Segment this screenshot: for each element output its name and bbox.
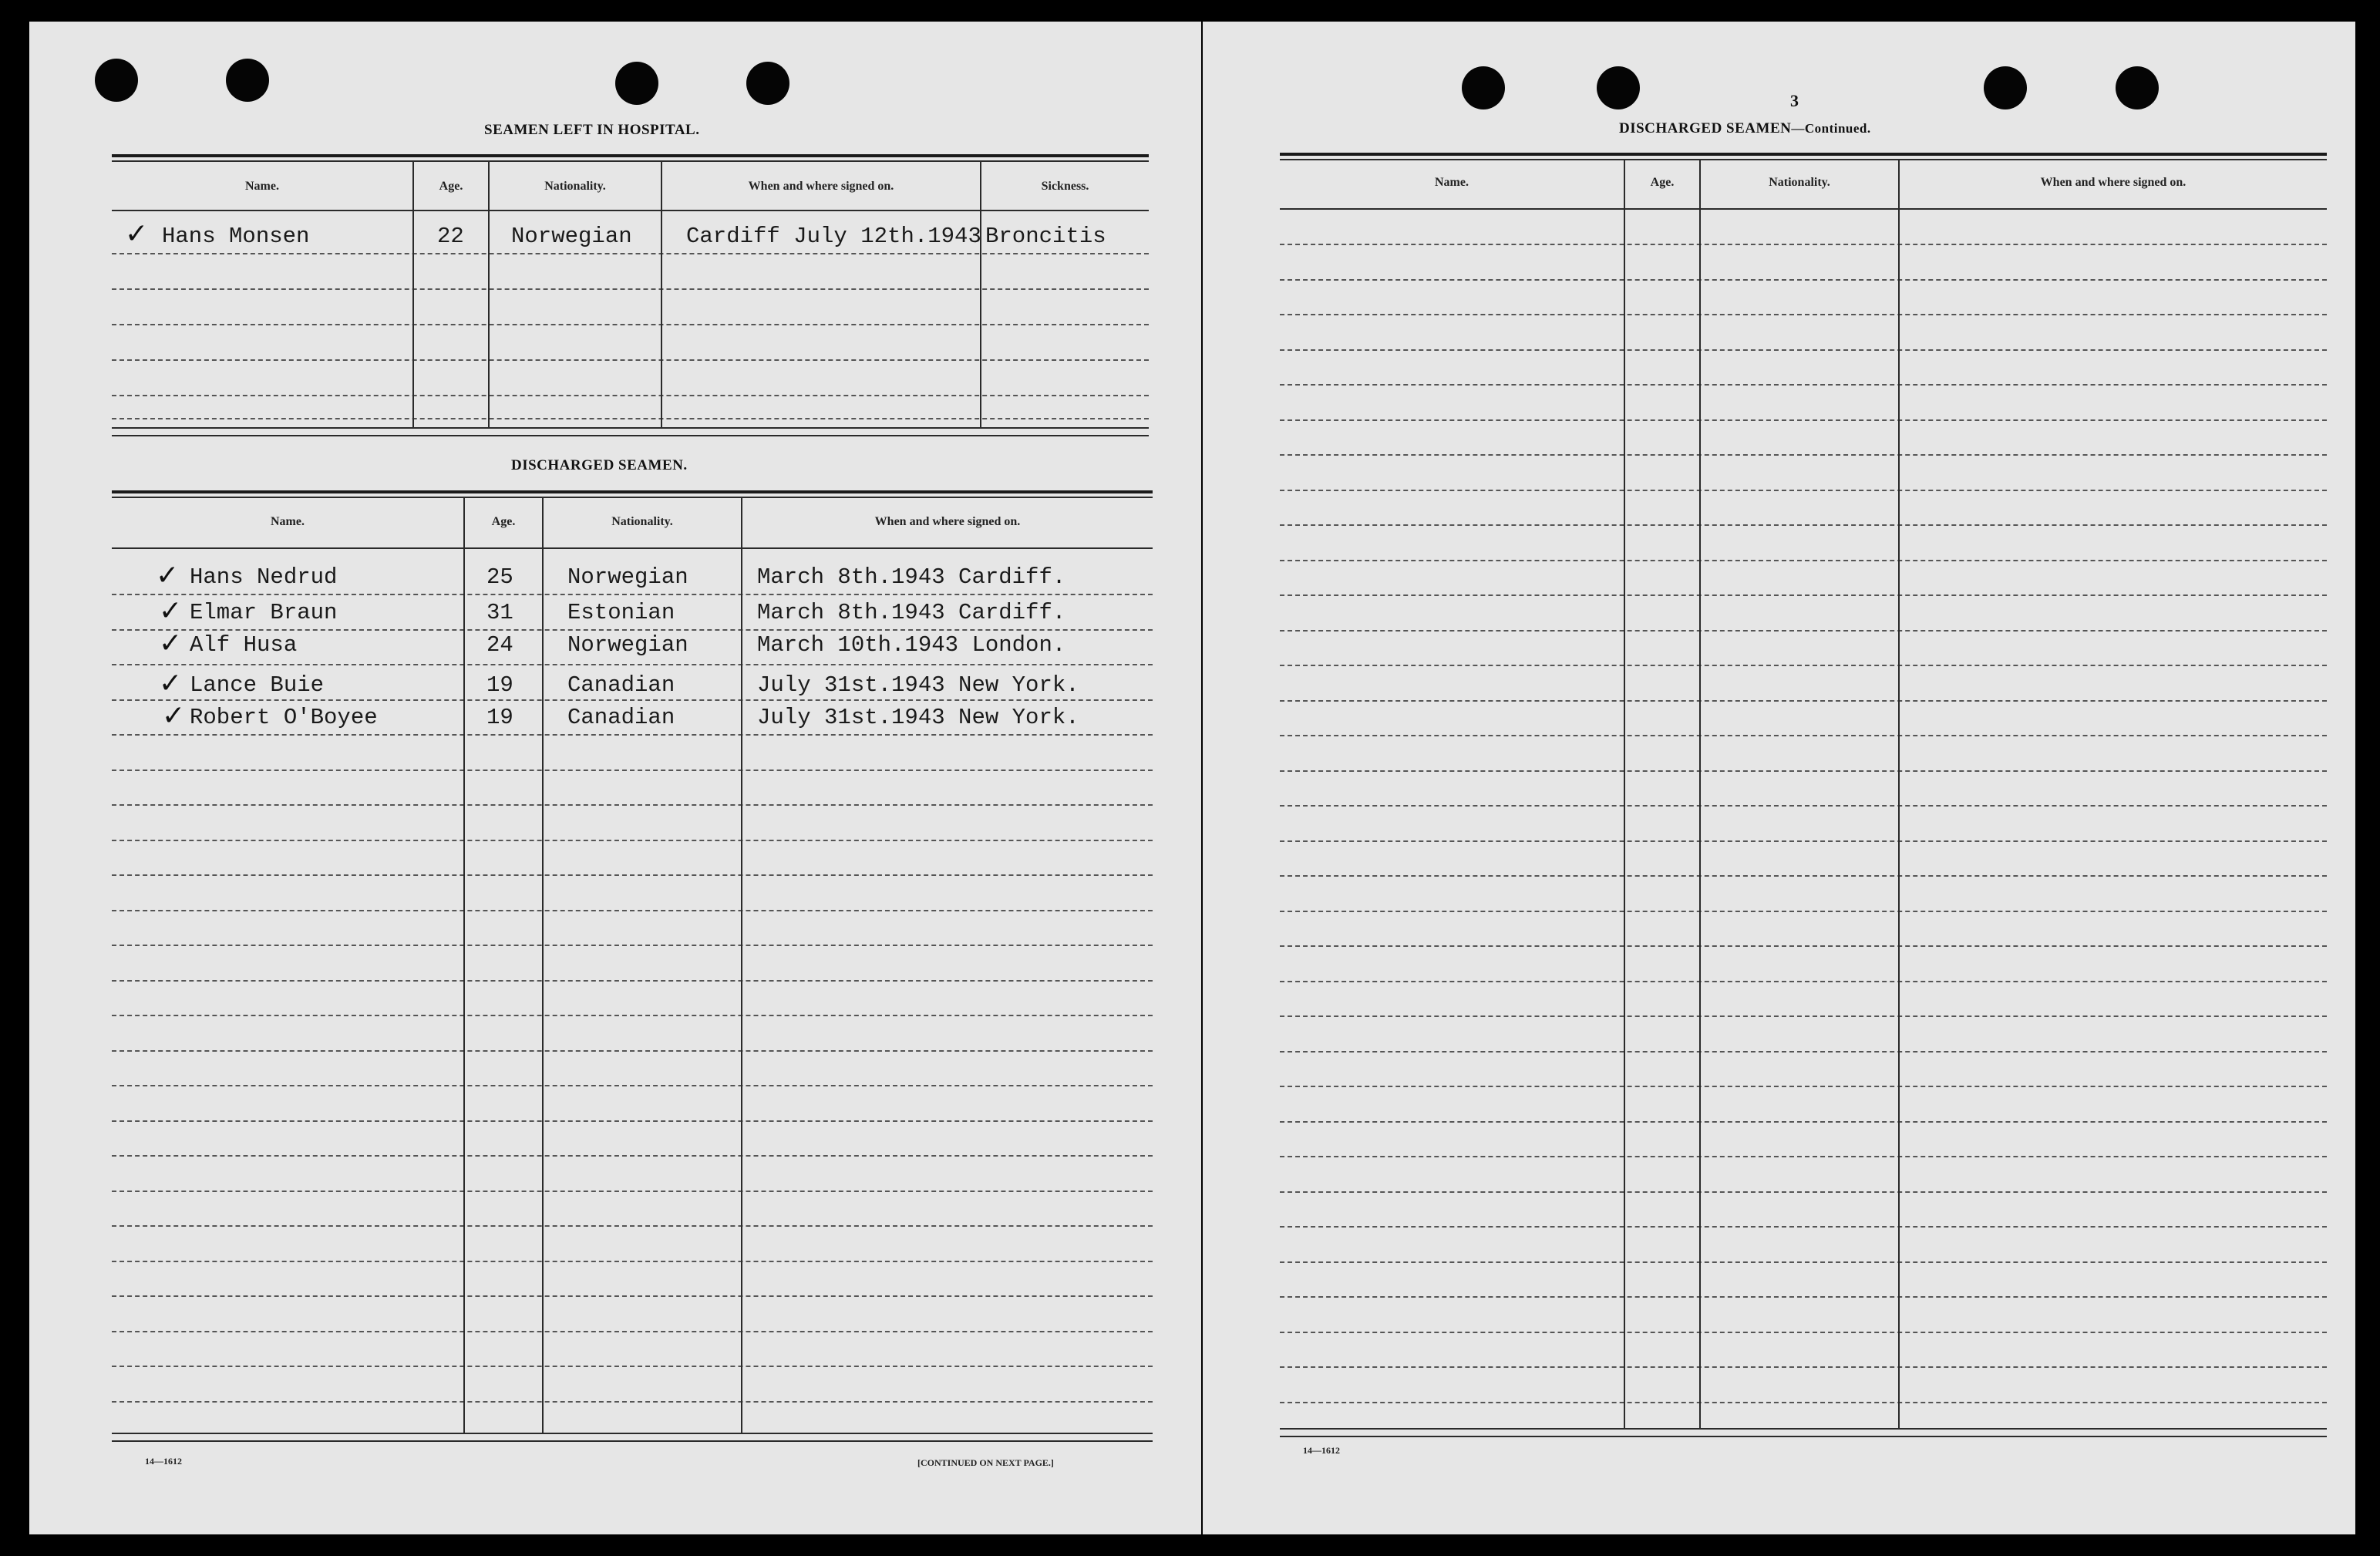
right-page xyxy=(1203,22,2355,1534)
hospital-nationality-cell: Norwegian xyxy=(511,224,632,249)
ruled-line xyxy=(112,1050,1153,1052)
right-title xyxy=(1619,120,1871,137)
ruled-line xyxy=(1280,1296,2327,1298)
discharged-nationality-cell: Estonian xyxy=(567,600,675,625)
discharged-nationality-cell: Norwegian xyxy=(567,564,688,590)
ruled-line xyxy=(112,664,1153,665)
discharged-age-cell: 31 xyxy=(486,600,513,625)
punch-hole xyxy=(2116,66,2159,109)
left-page xyxy=(29,22,1201,1534)
ruled-line xyxy=(1280,1332,2327,1333)
punch-hole xyxy=(1462,66,1505,109)
ruled-line xyxy=(112,1295,1153,1297)
ruled-line xyxy=(1280,630,2327,631)
punch-hole xyxy=(615,62,658,105)
ruled-line xyxy=(112,1155,1153,1157)
ruled-line xyxy=(1280,490,2327,491)
ruled-line xyxy=(112,629,1153,631)
ruled-line xyxy=(1280,384,2327,386)
ruled-line xyxy=(1280,1261,2327,1263)
check-mark-icon: ✓ xyxy=(125,218,149,250)
ruled-line xyxy=(112,770,1153,771)
check-mark-icon: ✓ xyxy=(159,628,183,659)
punch-hole xyxy=(95,59,138,102)
discharged-nationality-cell: Canadian xyxy=(567,705,675,730)
ruled-line xyxy=(112,1401,1153,1403)
ruled-line xyxy=(1280,314,2327,315)
punch-hole xyxy=(226,59,269,102)
discharged-signed-on-cell: March 8th.1943 Cardiff. xyxy=(757,600,1066,625)
ruled-line xyxy=(1280,1051,2327,1052)
discharged-signed-on-cell: July 31st.1943 New York. xyxy=(757,672,1079,698)
ruled-line xyxy=(1280,349,2327,351)
form-number: 14—1612 xyxy=(145,1456,182,1467)
ruled-line xyxy=(112,945,1153,946)
discharged-age-cell: 19 xyxy=(486,705,513,730)
ruled-line xyxy=(112,804,1153,806)
ruled-line xyxy=(1280,981,2327,982)
discharged-header-name: Name. xyxy=(271,515,305,528)
ruled-line xyxy=(1280,1156,2327,1157)
hospital-header-nationality: Nationality. xyxy=(544,180,606,193)
discharged-age-cell: 24 xyxy=(486,632,513,658)
ruled-line xyxy=(1280,419,2327,421)
ruled-line xyxy=(1280,279,2327,281)
discharged-nationality-cell: Norwegian xyxy=(567,632,688,658)
form-number: 14—1612 xyxy=(1303,1445,1340,1456)
hospital-header-sickness: Sickness. xyxy=(1041,180,1089,193)
check-mark-icon: ✓ xyxy=(162,700,186,732)
ruled-line xyxy=(112,1366,1153,1367)
discharged-signed-on-cell: July 31st.1943 New York. xyxy=(757,705,1079,730)
ruled-line xyxy=(1280,1086,2327,1087)
hospital-header-signed-on: When and where signed on. xyxy=(748,180,894,193)
hospital-name-cell: Hans Monsen xyxy=(162,224,310,249)
right-header-nationality: Nationality. xyxy=(1769,176,1830,189)
ruled-line xyxy=(112,840,1153,841)
discharged-name-cell: Robert O'Boyee xyxy=(190,705,378,730)
ruled-line xyxy=(1280,1015,2327,1017)
discharged-name-cell: Hans Nedrud xyxy=(190,564,338,590)
ruled-line xyxy=(112,874,1153,876)
right-header-age: Age. xyxy=(1650,176,1675,189)
check-mark-icon: ✓ xyxy=(159,668,183,699)
ruled-line xyxy=(1280,524,2327,526)
check-mark-icon: ✓ xyxy=(159,595,183,627)
ruled-line xyxy=(1280,244,2327,245)
page-number: 3 xyxy=(1790,91,1799,110)
ruled-line xyxy=(1280,945,2327,947)
ruled-line xyxy=(1280,770,2327,772)
punch-hole xyxy=(1597,66,1640,109)
ruled-line xyxy=(112,1085,1153,1086)
right-header-name: Name. xyxy=(1435,176,1469,189)
ruled-line xyxy=(1280,1366,2327,1368)
hospital-header-age: Age. xyxy=(439,180,463,193)
discharged-age-cell: 19 xyxy=(486,672,513,698)
ruled-line xyxy=(112,910,1153,911)
discharged-name-cell: Alf Husa xyxy=(190,632,298,658)
discharged-name-cell: Lance Buie xyxy=(190,672,325,698)
continued-note: [CONTINUED ON NEXT PAGE.] xyxy=(917,1457,1054,1468)
ruled-line xyxy=(1280,875,2327,877)
discharged-title: DISCHARGED SEAMEN. xyxy=(511,457,688,473)
check-mark-icon: ✓ xyxy=(156,560,180,591)
ruled-line xyxy=(112,980,1153,982)
ruled-line xyxy=(1280,1402,2327,1403)
ruled-line xyxy=(1280,665,2327,666)
ruled-line xyxy=(112,1261,1153,1262)
ruled-line xyxy=(112,1120,1153,1122)
punch-hole xyxy=(1984,66,2027,109)
ruled-line xyxy=(1280,805,2327,807)
discharged-header-nationality: Nationality. xyxy=(611,515,673,528)
hospital-signed-on-cell: Cardiff July 12th.1943 xyxy=(686,224,981,249)
right-title-main: DISCHARGED SEAMEN xyxy=(1619,120,1792,136)
ruled-line xyxy=(1280,840,2327,842)
right-title-suffix: —Continued. xyxy=(1791,121,1871,136)
discharged-nationality-cell: Canadian xyxy=(567,672,675,698)
ruled-line xyxy=(1280,1226,2327,1228)
ruled-line xyxy=(112,1225,1153,1227)
discharged-name-cell: Elmar Braun xyxy=(190,600,338,625)
discharged-header-signed-on: When and where signed on. xyxy=(874,515,1021,528)
punch-hole xyxy=(746,62,789,105)
discharged-age-cell: 25 xyxy=(486,564,513,590)
ruled-line xyxy=(1280,1191,2327,1193)
ruled-line xyxy=(112,594,1153,595)
ruled-line xyxy=(112,699,1153,701)
ruled-line xyxy=(1280,1121,2327,1123)
ruled-line xyxy=(1280,700,2327,702)
ruled-line xyxy=(112,1015,1153,1016)
ruled-line xyxy=(112,734,1153,736)
discharged-signed-on-cell: March 10th.1943 London. xyxy=(757,632,1066,658)
ruled-line xyxy=(1280,594,2327,596)
hospital-sickness-cell: Broncitis xyxy=(985,224,1106,249)
discharged-signed-on-cell: March 8th.1943 Cardiff. xyxy=(757,564,1066,590)
right-header-signed-on: When and where signed on. xyxy=(2040,176,2186,189)
ruled-line xyxy=(112,1191,1153,1192)
hospital-header-name: Name. xyxy=(245,180,279,193)
ruled-line xyxy=(1280,454,2327,456)
ruled-line xyxy=(112,1331,1153,1332)
hospital-age-cell: 22 xyxy=(437,224,464,249)
ruled-line xyxy=(1280,735,2327,736)
ruled-line xyxy=(1280,911,2327,912)
discharged-header-age: Age. xyxy=(491,515,516,528)
hospital-title: SEAMEN LEFT IN HOSPITAL. xyxy=(484,122,700,138)
ruled-line xyxy=(1280,560,2327,561)
